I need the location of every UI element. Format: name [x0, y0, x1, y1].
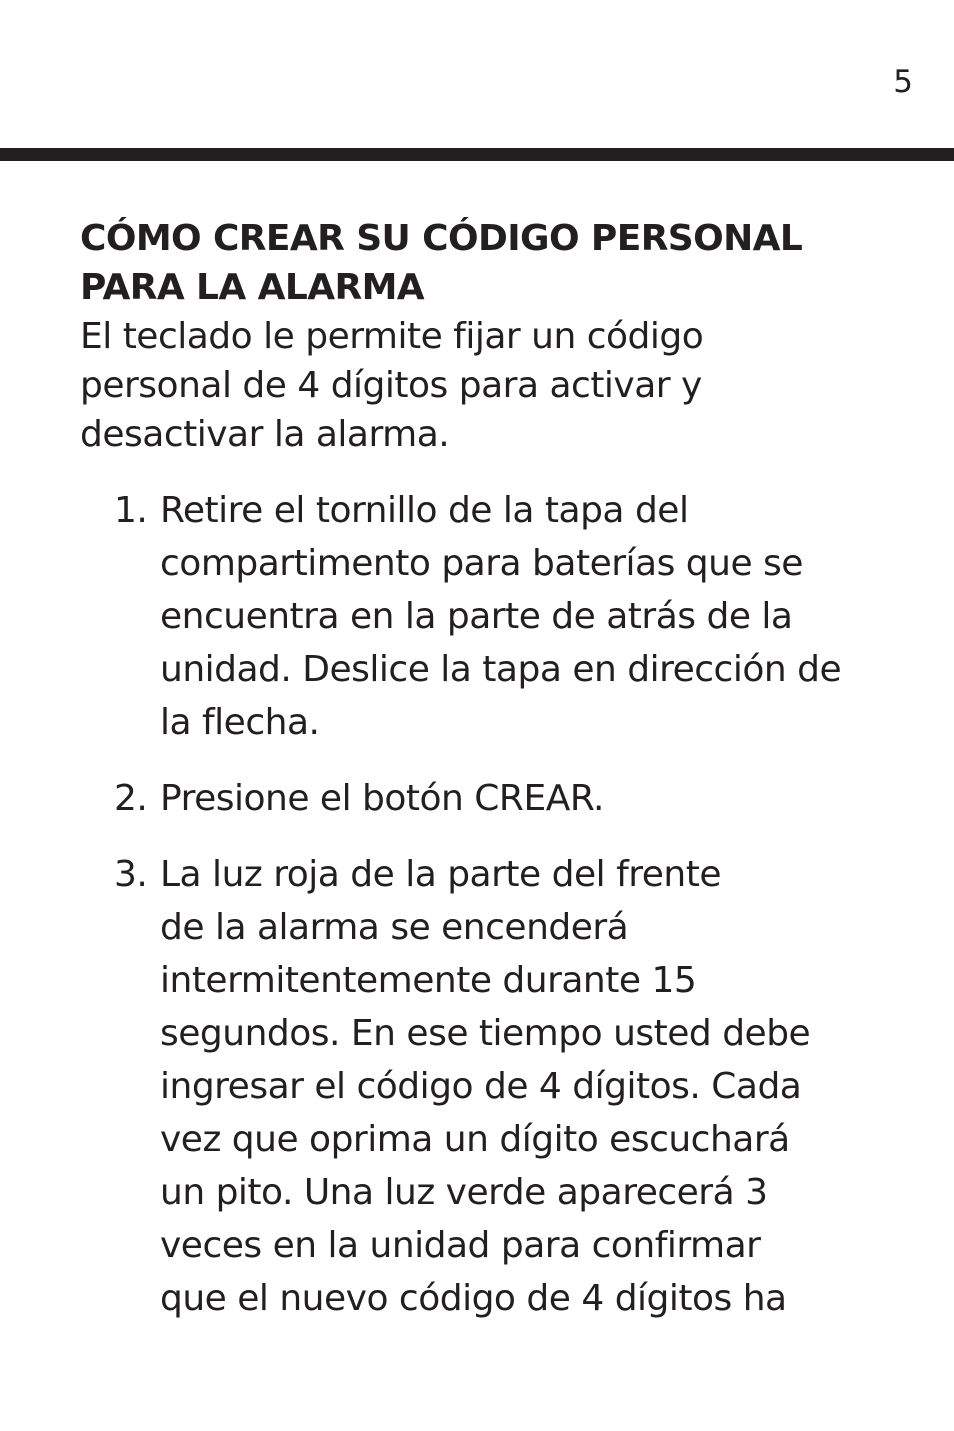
- step-text-line: intermitentemente durante 15: [160, 960, 697, 1001]
- intro-line: desactivar la alarma.: [80, 414, 450, 455]
- step-number: 2.: [114, 778, 148, 819]
- step-text-line: un pito. Una luz verde aparecerá 3: [160, 1172, 768, 1213]
- step-item: [0, 848, 954, 1325]
- step-text-line: la flecha.: [160, 702, 320, 743]
- step-text-line: que el nuevo código de 4 dígitos ha: [160, 1278, 787, 1319]
- step-text-line: Retire el tornillo de la tapa del: [160, 490, 689, 531]
- section-heading-line: CÓMO CREAR SU CÓDIGO PERSONAL: [80, 218, 803, 259]
- step-item: [0, 772, 954, 825]
- section-heading: [80, 214, 920, 312]
- step-text-line: segundos. En ese tiempo usted debe: [160, 1013, 811, 1054]
- step-text-line: vez que oprima un dígito escuchará: [160, 1119, 790, 1160]
- section-heading-line: PARA LA ALARMA: [80, 267, 425, 308]
- step-text-line: veces en la unidad para confirmar: [160, 1225, 761, 1266]
- step-text-line: encuentra en la parte de atrás de la: [160, 596, 793, 637]
- step-item: [0, 484, 954, 749]
- header-rule: [0, 148, 954, 161]
- step-text-line: compartimento para baterías que se: [160, 543, 803, 584]
- step-text-line: Presione el botón CREAR.: [160, 778, 604, 819]
- step-text-line: La luz roja de la parte del frente: [160, 854, 721, 895]
- page-number: 5: [893, 64, 913, 100]
- intro-line: personal de 4 dígitos para activar y: [80, 365, 702, 406]
- step-number: 1.: [114, 490, 148, 531]
- step-number: 3.: [114, 854, 148, 895]
- intro-paragraph: [80, 312, 920, 459]
- step-text-line: unidad. Deslice la tapa en dirección de: [160, 649, 842, 690]
- steps-list: [0, 484, 954, 1348]
- intro-line: El teclado le permite fijar un código: [80, 316, 704, 357]
- step-text-line: de la alarma se encenderá: [160, 907, 629, 948]
- step-text-line: ingresar el código de 4 dígitos. Cada: [160, 1066, 802, 1107]
